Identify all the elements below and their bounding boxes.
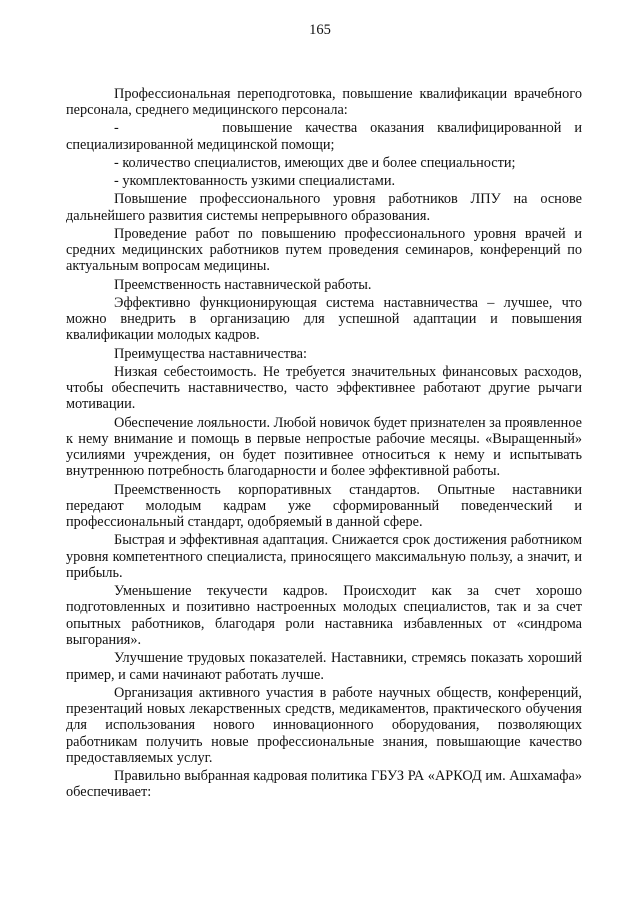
paragraph: Профессиональная переподготовка, повышение квалификации врачебного персонала, среднего медицинского персонала: xyxy=(66,86,582,119)
paragraph: Быстрая и эффективная адаптация. Снижается срок достижения работником уровня компетентного специалиста, приносящего максимальную пользу, а значит, и прибыль. xyxy=(66,532,582,581)
document-body xyxy=(66,86,582,803)
paragraph: Уменьшение текучести кадров. Происходит как за счет хорошо подготовленных и позитивно настроенных молодых специалистов, так и за счет опытных работников, благодаря роли наставника избавленных от «синдрома выгорания». xyxy=(66,583,582,649)
paragraph: Улучшение трудовых показателей. Наставники, стремясь показать хороший пример, и сами начинают работать лучше. xyxy=(66,650,582,683)
list-item: - количество специалистов, имеющих две и более специальности; xyxy=(114,154,516,171)
paragraph: Низкая себестоимость. Не требуется значительных финансовых расходов, чтобы обеспечить наставничество, часто эффективнее работают другие рычаги мотивации. xyxy=(66,363,582,413)
page-number: 165 xyxy=(309,22,331,38)
paragraph: Преемственность корпоративных стандартов. Опытные наставники передают молодым кадрам уже сформированный поведенческий и профессиональный стандарт, одобряемый в данной сфере. xyxy=(66,481,582,531)
paragraph: Повышение профессионального уровня работников ЛПУ на основе дальнейшего развития системы непрерывного образования. xyxy=(66,191,582,224)
paragraph: Проведение работ по повышению профессионального уровня врачей и средних медицинских работников путем проведения семинаров, конференций по актуальным вопросам медицины. xyxy=(66,225,582,275)
paragraph: Правильно выбранная кадровая политика ГБУЗ РА «АРКОД им. Ашхамафа» обеспечивает: xyxy=(66,768,582,801)
list-item: - повышение качества оказания квалифицированной и специализированной медицинской помощи; xyxy=(66,120,582,153)
paragraph: Преимущества наставничества: xyxy=(114,345,307,362)
paragraph: Организация активного участия в работе научных обществ, конференций, презентаций новых лекарственных средств, медикаментов, практического обучения для использования нового инновационного оборудования, позволяющих работникам получить новые профессиональные знания, повышающие качество предоставляемых услуг. xyxy=(66,684,582,766)
paragraph: Обеспечение лояльности. Любой новичок будет признателен за проявленное к нему внимание и помощь в первые непростые рабочие месяцы. «Выращенный» усилиями учреждения, он будет позитивнее относиться к нему и испытывать внутреннюю потребность благодарности и более эффективной работы. xyxy=(66,414,583,480)
list-item: - укомплектованность узкими специалистами. xyxy=(114,173,396,190)
paragraph: Преемственность наставнической работы. xyxy=(114,276,372,293)
paragraph: Эффективно функционирующая система наставничества – лучшее, что можно внедрить в организацию для успешной адаптации и повышения квалификации молодых кадров. xyxy=(66,294,582,344)
